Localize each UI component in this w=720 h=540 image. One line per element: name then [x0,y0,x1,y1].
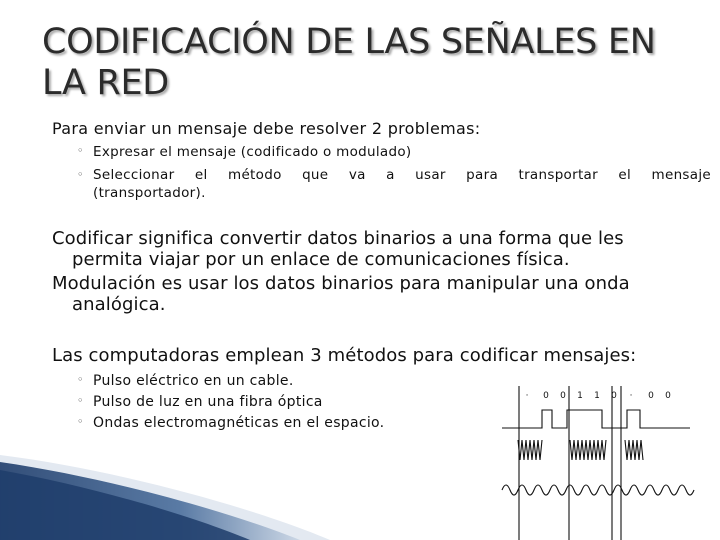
bullet-icon: ◦ [77,168,84,181]
bit-label: 0 [648,391,654,401]
computadoras-paragraph: Las computadoras emplean 3 métodos para codificar mensajes: [52,345,637,366]
bullet-icon: ◦ [77,373,84,386]
bit-label: · [629,391,633,401]
fsk-waveform [518,440,643,460]
problem-item-1-text: Expresar el mensaje (codificado o modulado) [93,144,412,160]
bit-label: 1 [577,391,583,401]
intro-text: Para enviar un mensaje debe resolver 2 problemas: [52,119,481,138]
bit-label: 0 [611,391,617,401]
bit-label: 0 [543,391,549,401]
modulacion-line-2: analógica. [72,294,166,315]
bullet-icon: ◦ [77,415,84,428]
analog-waveform [502,485,694,495]
codificar-line-2: permita viajar por un enlace de comunicaciones física. [72,249,570,270]
method-item-2-text: Pulso de luz en una fibra óptica [93,394,323,410]
digital-pulse-waveform [502,410,690,428]
bit-label: 0 [665,391,671,401]
bit-label: 1 [594,391,600,401]
codificar-line-1: Codificar significa convertir datos binarios a una forma que les [52,228,624,249]
bit-labels [526,391,672,401]
bullet-icon: ◦ [77,394,84,407]
title-line-2: LA RED [42,63,169,103]
bit-label: · [525,391,529,401]
title-line-1: CODIFICACIÓN DE LAS SEÑALES EN [42,22,656,62]
method-item-1-text: Pulso eléctrico en un cable. [93,373,294,389]
bullet-icon: ◦ [77,144,84,157]
problem-item-2-text: Seleccionar el método que va a usar para transportar el mensaje [93,167,711,183]
method-item-3-text: Ondas electromagnéticas en el espacio. [93,415,385,431]
modulacion-line-1: Modulación es usar los datos binarios para manipular una onda [52,273,630,294]
problem-item-2-continuation: (transportador). [93,185,206,201]
bit-label: 0 [560,391,566,401]
